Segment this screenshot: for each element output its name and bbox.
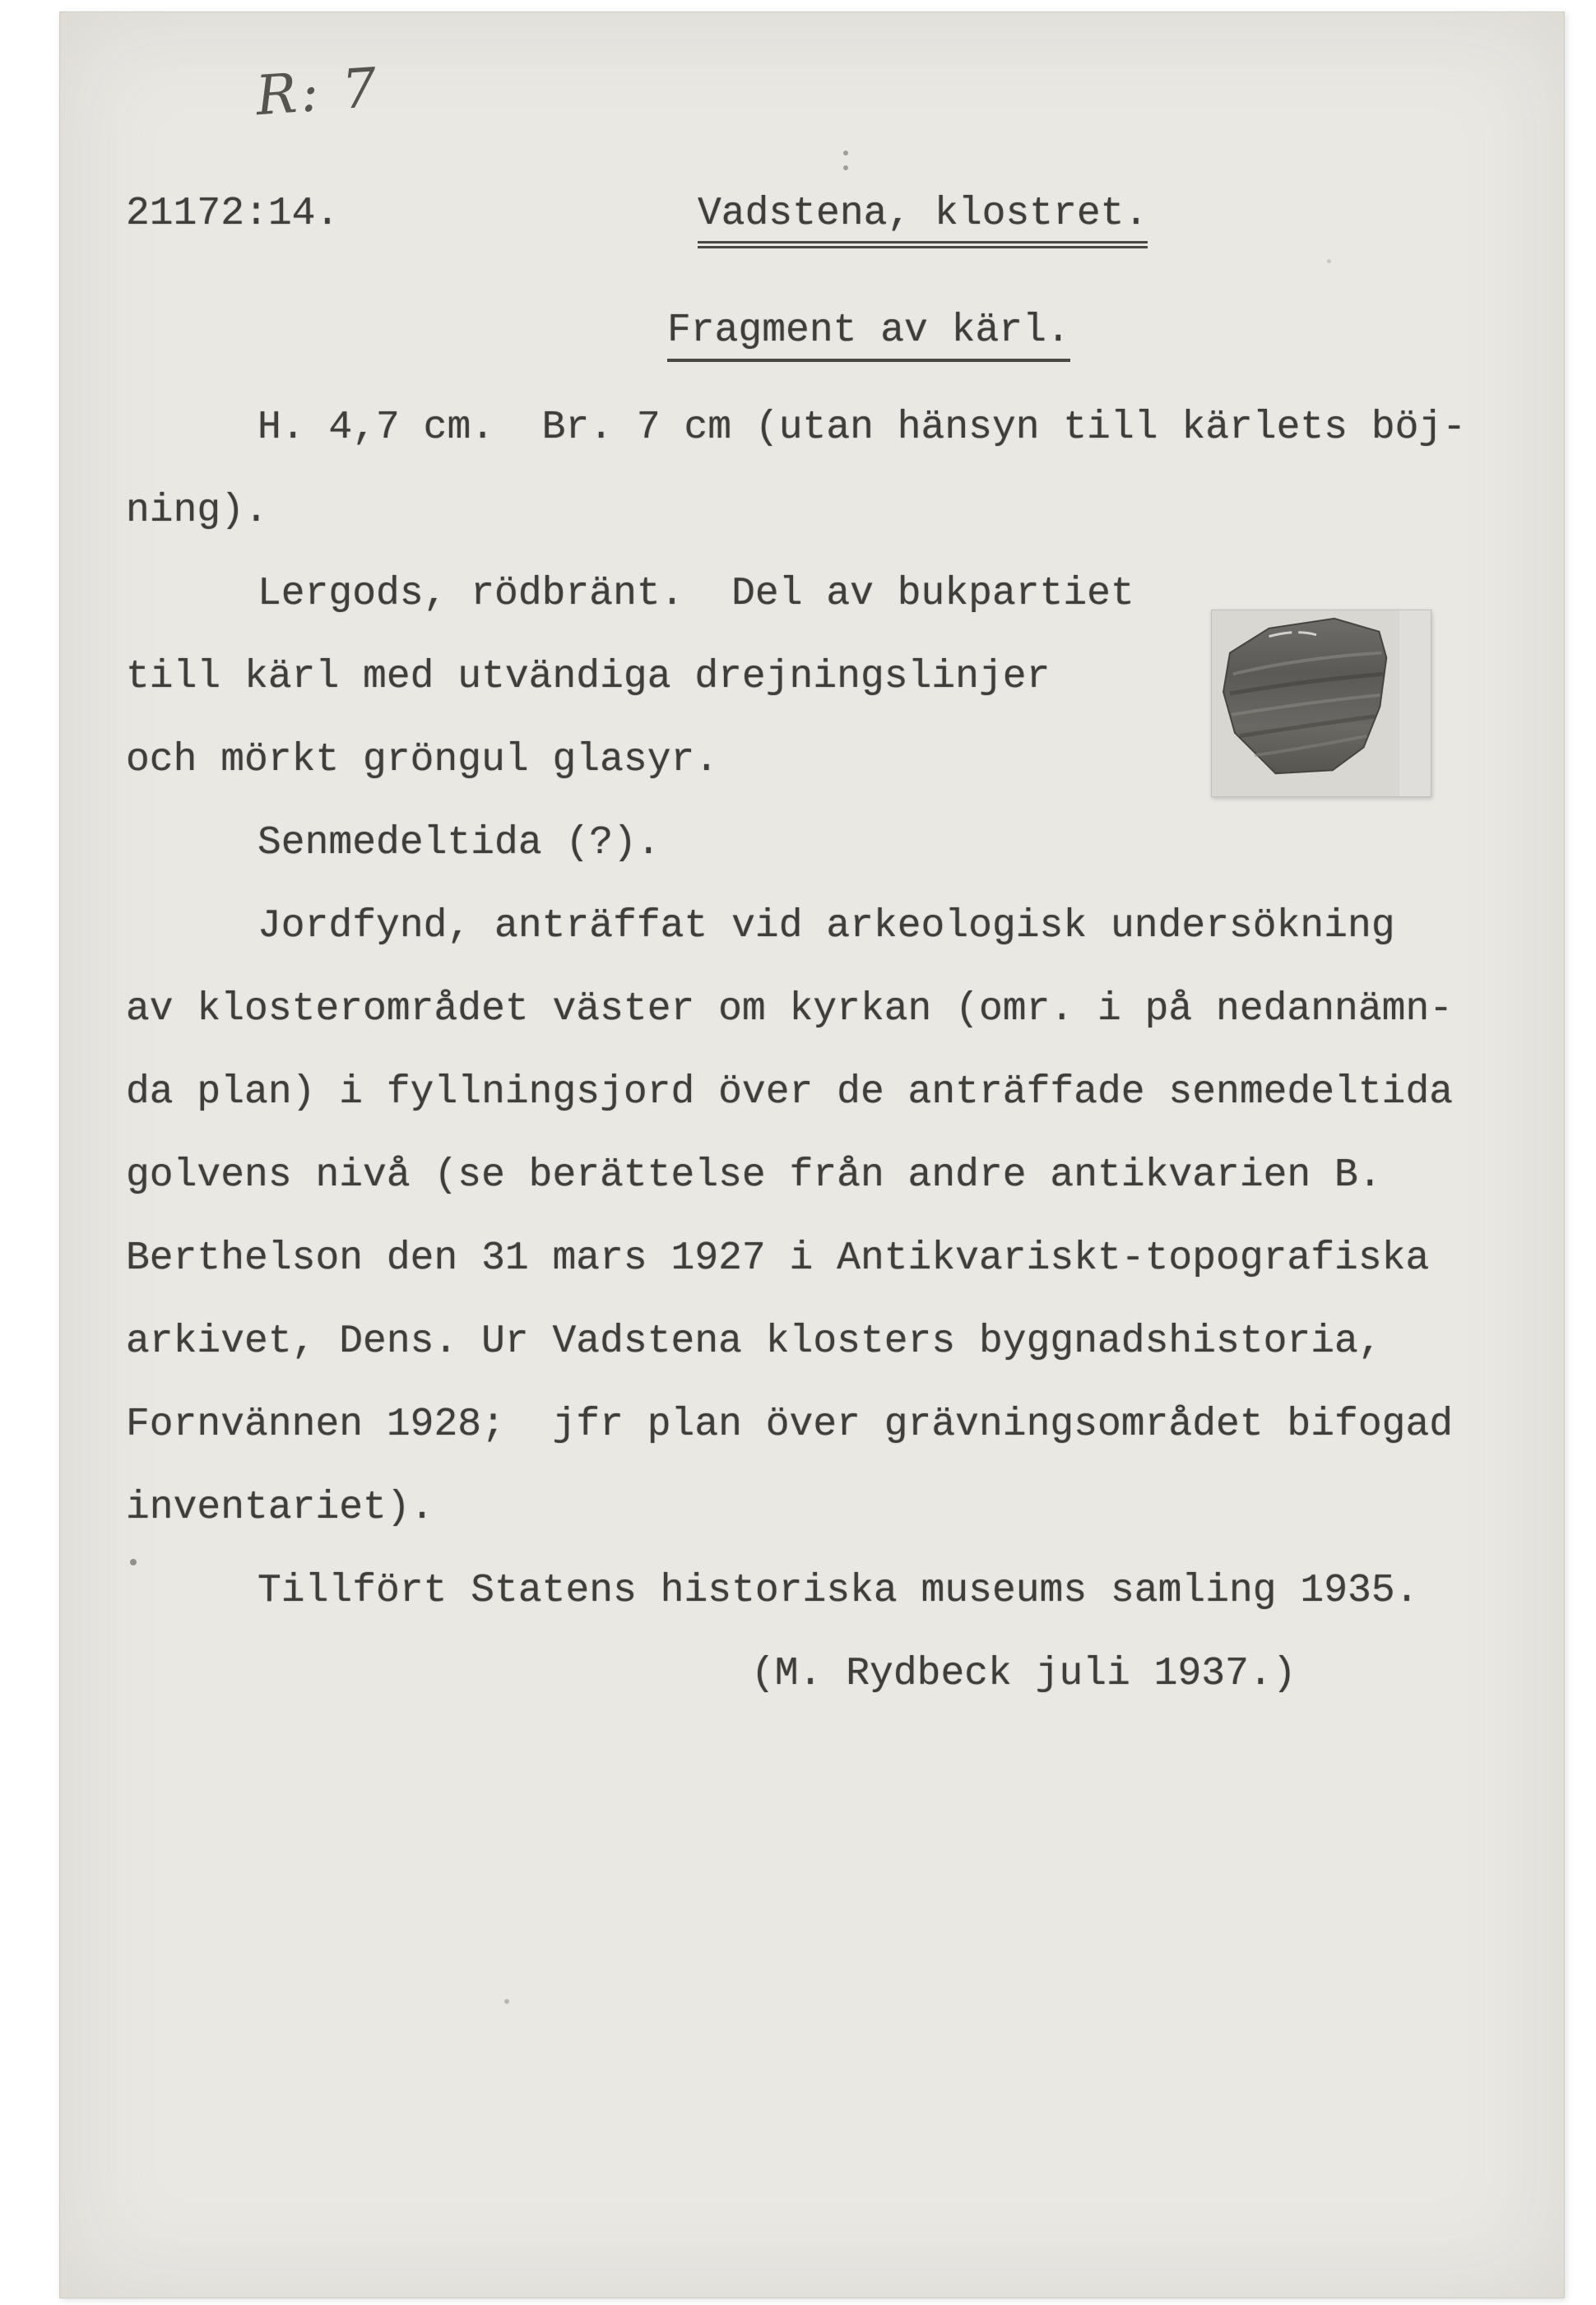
text-line: H. 4,7 cm. Br. 7 cm (utan hänsyn till kärlets böj-: [257, 406, 1467, 450]
paper-speck: [504, 1999, 509, 2004]
text-line: ning).: [126, 489, 268, 533]
text-line: da plan) i fyllningsjord över de anträffade senmedeltida: [126, 1070, 1454, 1115]
text-line: av klosterområdet väster om kyrkan (omr. i på nedannämn-: [126, 987, 1454, 1032]
text-line: arkivet, Dens. Ur Vadstena klosters byggnadshistoria,: [126, 1319, 1382, 1364]
text-line: till kärl med utvändiga drejningslinjer: [126, 655, 1051, 699]
pottery-sherd-photo: [1211, 610, 1431, 797]
paper-speck: [130, 1559, 137, 1565]
text-line: golvens nivå (se berättelse från andre antikvarien B.: [126, 1153, 1382, 1198]
text-line: och mörkt gröngul glasyr.: [126, 738, 719, 782]
catalog-card: [59, 12, 1565, 2298]
pottery-sherd-illustration: [1212, 610, 1431, 796]
card-header: [126, 192, 1531, 274]
text-line: Berthelson den 31 mars 1927 i Antikvariskt-topografiska: [126, 1236, 1430, 1281]
text-line: Senmedeltida (?).: [257, 821, 661, 865]
catalog-number: 21172:14.: [126, 192, 340, 236]
signature-line: (M. Rydbeck juli 1937.): [751, 1652, 1297, 1696]
page-subtitle: Fragment av kärl.: [667, 308, 1070, 362]
handwritten-mark: R: 7: [253, 55, 383, 128]
stray-ink-mark: [843, 151, 848, 155]
page-title: Vadstena, klostret.: [698, 192, 1148, 248]
text-line: Tillfört Statens historiska museums samling 1935.: [257, 1569, 1419, 1613]
text-line: Fornvännen 1928; jfr plan över grävningsområdet bifogad: [126, 1403, 1454, 1447]
photo-edge-light: [1399, 610, 1431, 796]
text-line: Jordfynd, anträffat vid arkeologisk undersökning: [257, 904, 1395, 948]
paper-speck: [1327, 259, 1331, 263]
document-body: [126, 387, 1549, 1716]
text-line: Lergods, rödbränt. Del av bukpartiet: [257, 572, 1134, 616]
text-line: inventariet).: [126, 1486, 434, 1530]
